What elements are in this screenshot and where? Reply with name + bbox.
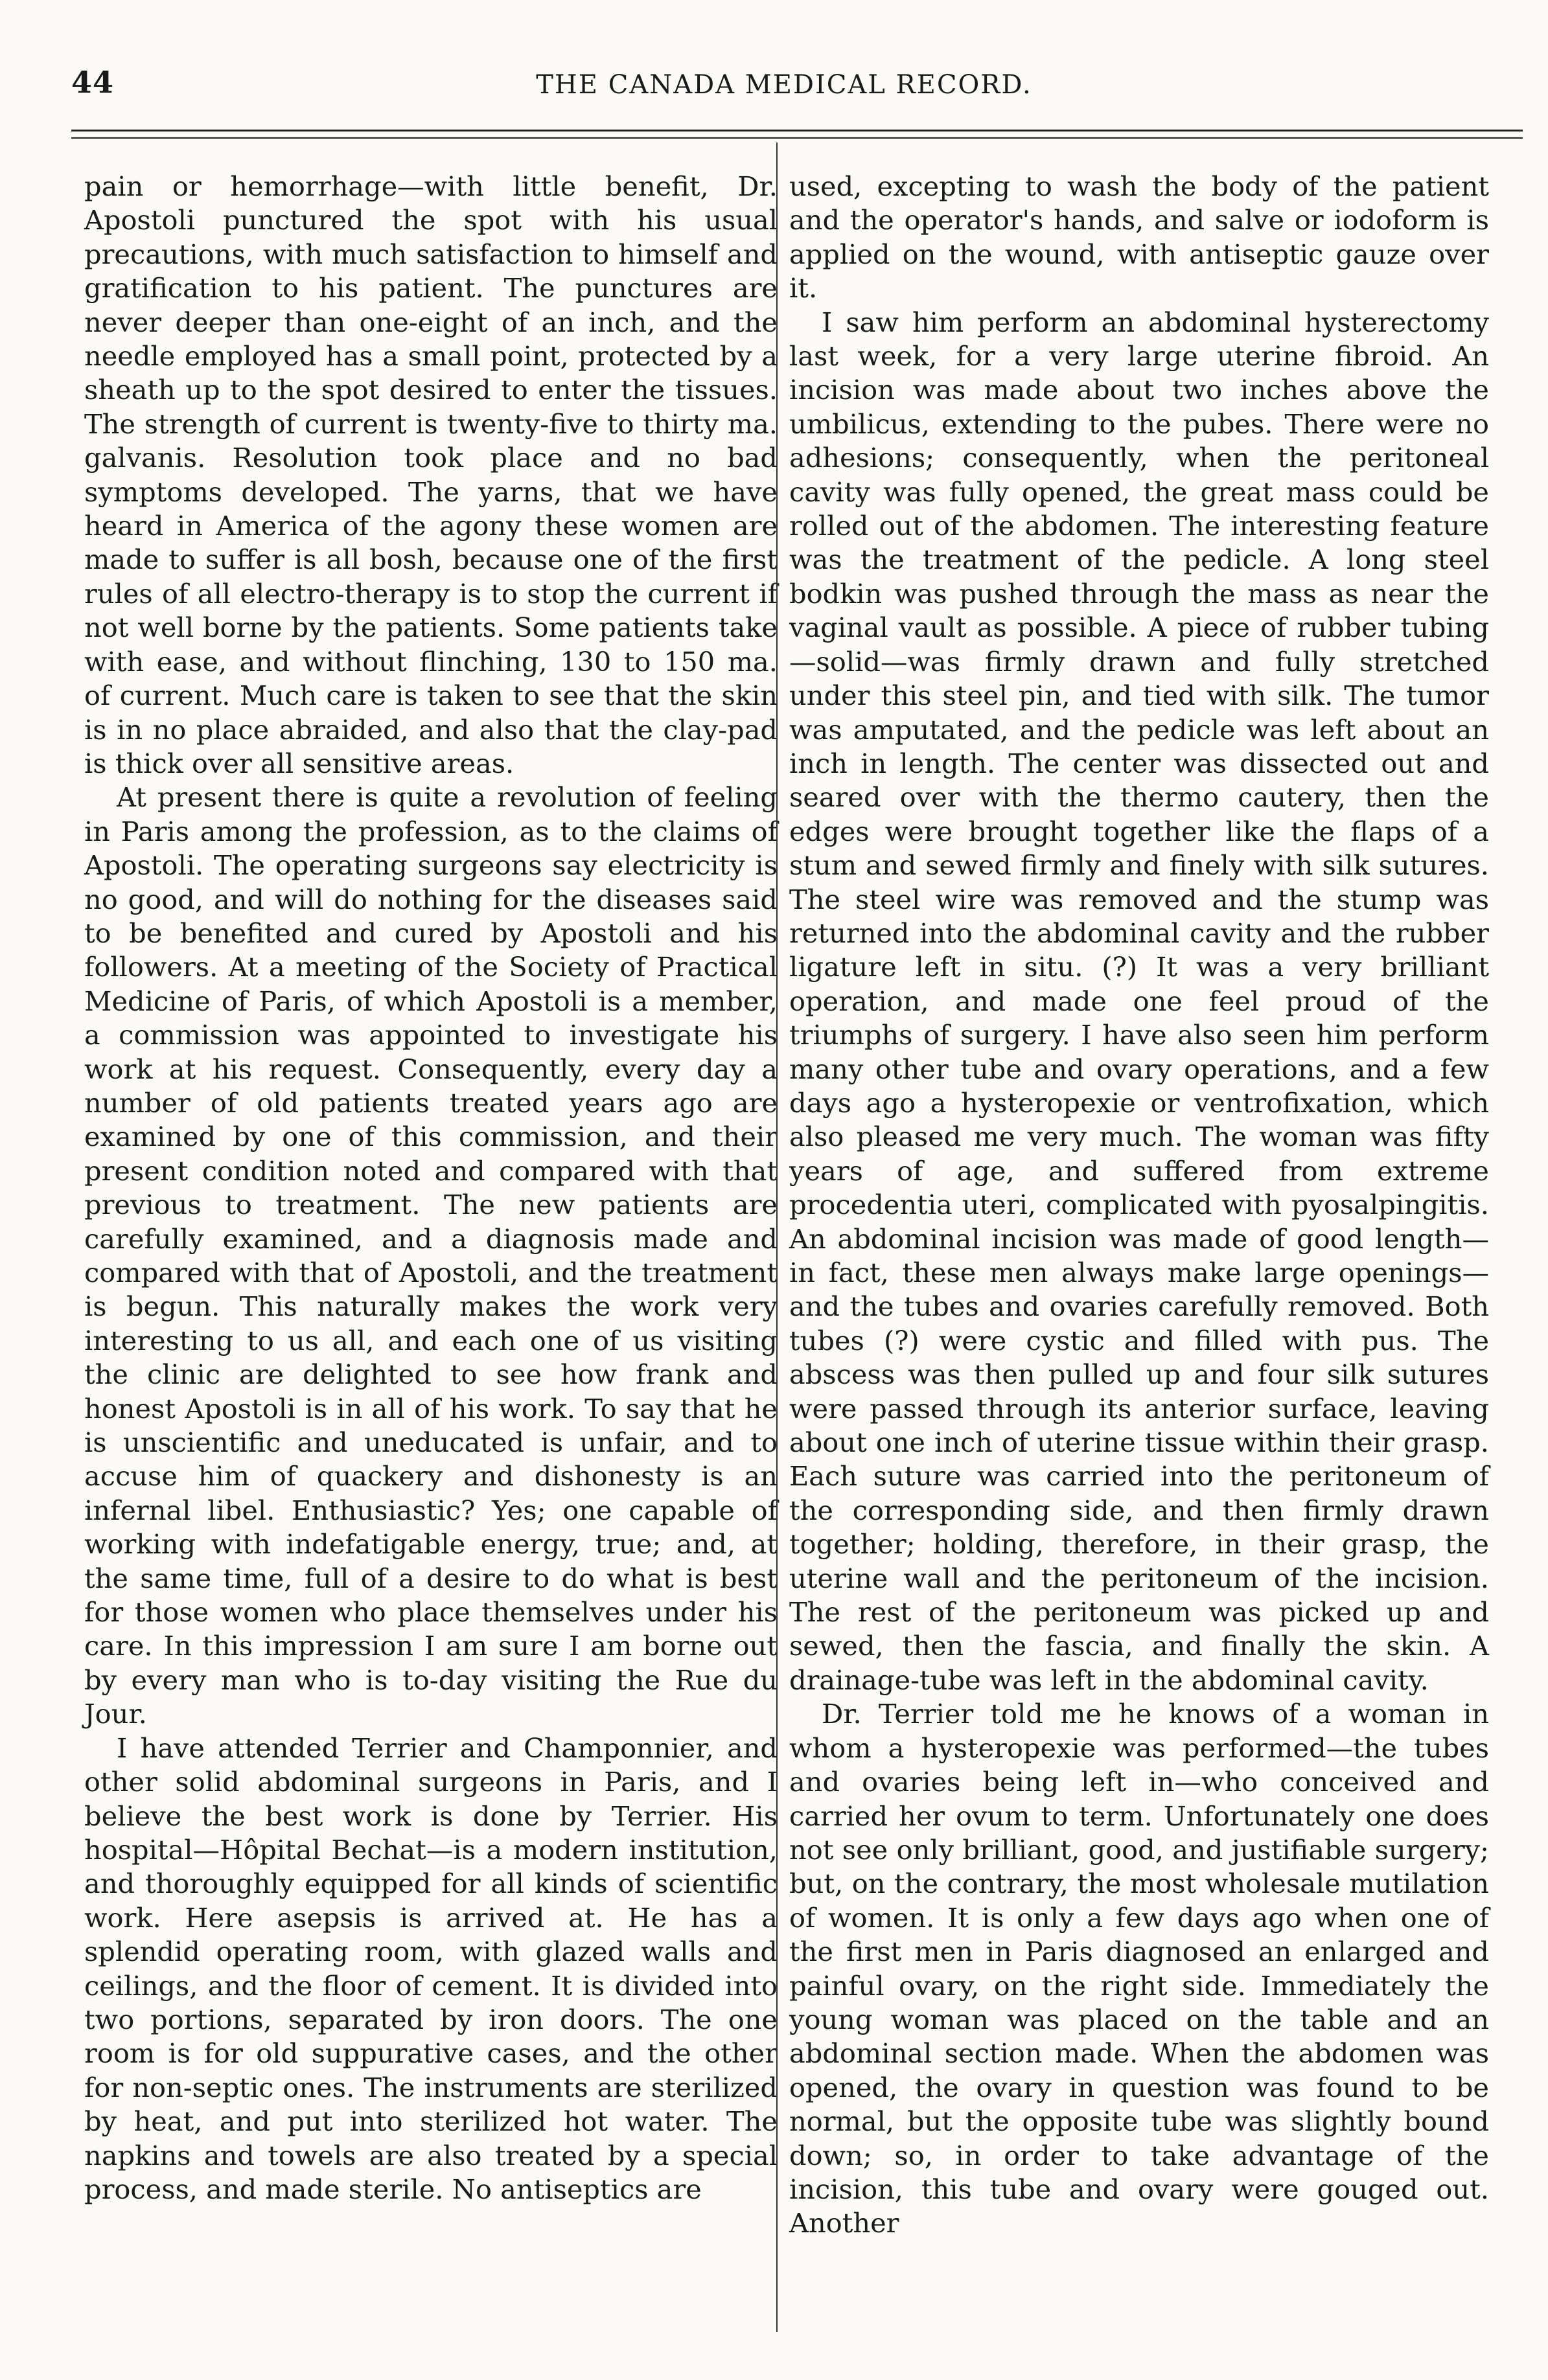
page-header [71,65,1497,123]
paragraph: At present there is quite a revolution of feeling in Paris among the profession, as to the claims of Apostoli. The operating surgeons say electricity is no good, and will do nothing for the diseases said to be benefited and cured by Apostoli and his followers. At a meeting of the Society of Practical Medicine of Paris, of which Apostoli is a member, a commission was appointed to investigate his work at his request. Consequently, every day a number of old patients treated years ago are examined by one of this commission, and their present condition noted and compared with that previous to treatment. The new patients are carefully examined, and a diagnosis made and compared with that of Apostoli, and the treatment is begun. This naturally makes the work very interesting to us all, and each one of us visiting the clinic are delighted to see how frank and honest Apostoli is in all of his work. To say that he is unscientific and uneducated is unfair, and to accuse him of quackery and dishonesty is an infernal libel. Enthusiastic? Yes; one capable of working with indefatigable energy, true; and, at the same time, full of a desire to do what is best for those women who place themselves under his care. In this impression I am sure I am borne out by every man who is to-day visiting the Rue du Jour. [84,781,778,1730]
right-column [789,170,1489,2241]
page-number: 44 [71,65,115,100]
paragraph: Dr. Terrier told me he knows of a woman in whom a hysteropexie was performed—the tubes and ovaries being left in—who conceived and carried her ovum to term. Unfortunately one does not see only brilliant, good, and justifiable surgery; but, on the contrary, the most wholesale mutilation of women. It is only a few days ago when one of the first men in Paris diagnosed an enlarged and painful ovary, on the right side. Immediately the young woman was placed on the table and an abdominal section made. When the abdomen was opened, the ovary in question was found to be normal, but the opposite tube was slightly bound down; so, in order to take advantage of the incision, this tube and ovary were gouged out. Another [789,1698,1489,2239]
header-rule [71,130,1523,132]
column-divider [776,143,778,2332]
left-column [84,170,778,2206]
paragraph: pain or hemorrhage—with little benefit, Dr. Apostoli punctured the spot with his usual precautions, with much satisfaction to himself and gratification to his patient. The punctures are never deeper than one-eight of an inch, and the needle employed has a small point, protected by a sheath up to the spot desired to enter the tissues. The strength of current is twenty-five to thirty ma. galvanis. Resolution took place and no bad symptoms developed. The yarns, that we have heard in America of the agony these women are made to suffer is all bosh, because one of the first rules of all electro-therapy is to stop the current if not well borne by the patients. Some patients take with ease, and without flinching, 130 to 150 ma. of current. Much care is taken to see that the skin is in no place abraided, and also that the clay-pad is thick over all sensitive areas. [84,170,778,779]
paragraph: used, excepting to wash the body of the patient and the operator's hands, and salve or iodoform is applied on the wound, with antiseptic gauze over it. [789,170,1489,304]
header-rule-thin [71,137,1523,139]
paragraph: I have attended Terrier and Champonnier, and other solid abdominal surgeons in Paris, and I believe the best work is done by Terrier. His hospital—Hôpital Bechat—is a modern institution, and thoroughly equipped for all kinds of scientific work. Here asepsis is arrived at. He has a splendid operating room, with glazed walls and ceilings, and the floor of cement. It is divided into two portions, separated by iron doors. The one room is for old suppurative cases, and the other for non-septic ones. The instruments are sterilized by heat, and put into sterilized hot water. The napkins and towels are also treated by a special process, and made sterile. No antiseptics are [84,1732,778,2205]
paragraph: I saw him perform an abdominal hysterectomy last week, for a very large uterine fibroid. An incision was made about two inches above the umbilicus, extending to the pubes. There were no adhesions; consequently, when the peritoneal cavity was fully opened, the great mass could be rolled out of the abdomen. The interesting feature was the treatment of the pedicle. A long steel bodkin was pushed through the mass as near the vaginal vault as possible. A piece of rubber tubing—solid—was firmly drawn and fully stretched under this steel pin, and tied with silk. The tumor was amputated, and the pedicle was left about an inch in length. The center was dissected out and seared over with the thermo cautery, then the edges were brought together like the flaps of a stum and sewed firmly and finely with silk sutures. The steel wire was removed and the stump was returned into the abdominal cavity and the rubber ligature left in situ. (?) It was a very brilliant operation, and made one feel proud of the triumphs of surgery. I have also seen him perform many other tube and ovary operations, and a few days ago a hysteropexie or ventrofixation, which also pleased me very much. The woman was fifty years of age, and suffered from extreme procedentia uteri, complicated with pyosalpingitis. An abdominal incision was made of good length—in fact, these men always make large openings—and the tubes and ovaries carefully removed. Both tubes (?) were cystic and filled with pus. The abscess was then pulled up and four silk sutures were passed through its anterior surface, leaving about one inch of uterine tissue within their grasp. Each suture was carried into the peritoneum of the corresponding side, and then firmly drawn together; holding, therefore, in their grasp, the uterine wall and the peritoneum of the incision. The rest of the peritoneum was picked up and sewed, then the fascia, and finally the skin. A drainage-tube was left in the abdominal cavity. [789,306,1489,1696]
running-title: THE CANADA MEDICAL RECORD. [536,70,1032,100]
